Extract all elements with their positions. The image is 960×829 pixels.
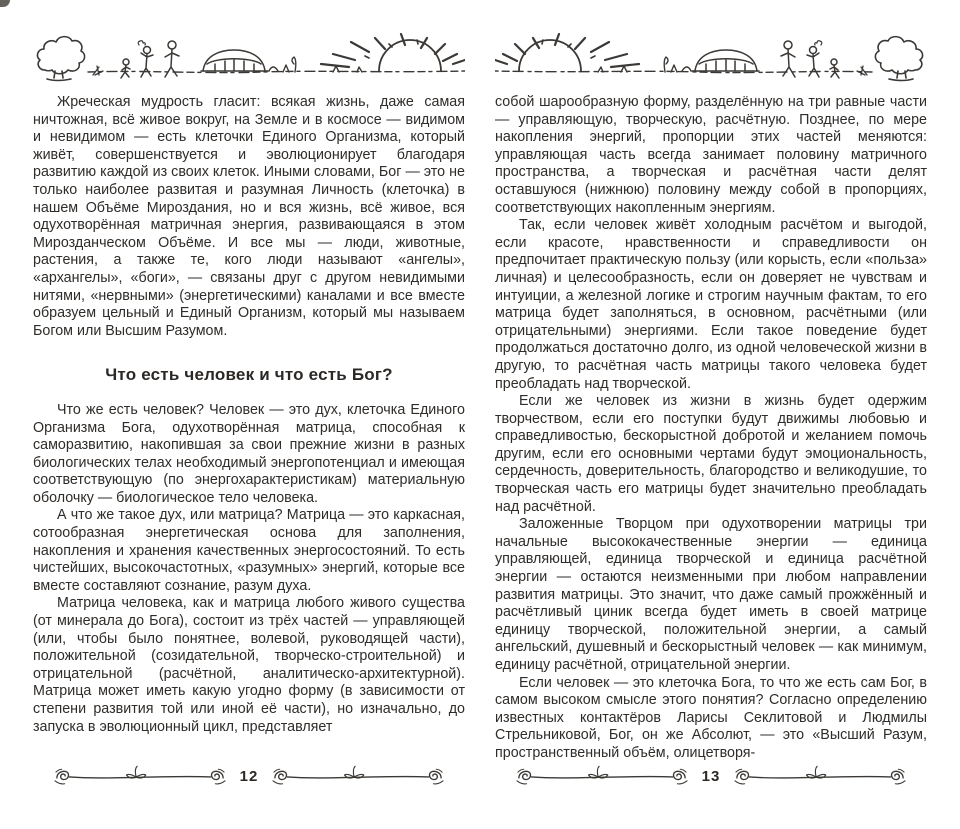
pastoral-header-illustration-right [495,30,927,88]
paragraph-continuation: собой шарообразную форму, разделённую на три равные части — управляющую, творческую, расчётную. Позднее, по мере накопления энергий, пропорции этих частей меняются: управляющая часть всегда занимает половину матричного пространства, а творческая и расчётная части делят оставшуюся (нижнюю) половину между собой в пропорциях, соответствующих накопленным энергиям. [495,94,927,216]
page-left [33,30,465,829]
paragraph: Так, если человек живёт холодным расчётом и выгодой, если красоте, нравственности и справедливости он предпочитает практическую пользу (или корысть, если «польза» личная) и целесообразность, если он доверяет не чувствам и интуиции, а железной логике и строгим научным фактам, то его матрица будет заполняться, в основном, расчётными (или отрицательными) энергиями. Если такое поведение будет продолжаться достаточно долго, из одной человеческой жизни в другую, то расчётная часть матрицы такого человека будет преобладать над творческой. [495,217,927,392]
pastoral-header-illustration-left [33,30,465,88]
page-text-left [33,94,465,736]
footer-ornament-icon [516,765,688,787]
paragraph: Матрица человека, как и матрица любого живого существа (от минерала до Бога), состоит из трёх частей — управляющей (или, чтобы было понятнее, волевой, руководящей части), положительной (созидательной, творческо-строительной) и отрицательной (расчётной, аналитическо-архитектурной). Матрица может иметь какую угодно форму (в зависимости от степени развития той или иной её части), но изначально, до запуска в эволюционный цикл, представляет [33,595,465,735]
section-heading: Что есть человек и что есть Бог? [105,365,393,385]
paragraph: Что же есть человек? Человек — это дух, клеточка Единого Организма Бога, одухотворённая матрица, способная к саморазвитию, накопившая за свои прежние жизни в разных биологических телах необходимый энергопотенциал и имеющая соответствующую (по энергохарактеристикам) материальную оболочку — биологическое тело человека. [33,401,465,506]
paragraph: Заложенные Творцом при одухотворении матрицы три начальные высококачественные энергии — единица управляющей, единица творческой и единица расчётной энергии — остаются неизменными при любом направлении развития матрицы. Это значит, что даже самый прожжённый и расчётливый циник всегда будет иметь в своей матрице единицу творческой, положительной энергии, а самый ангельский, душевный и бескорыстный человек — как минимум, единицу расчётной, отрицательной энергии. [495,516,927,673]
page-number: 13 [701,767,721,785]
footer-ornament-icon [272,765,444,787]
footer-ornament-icon [54,765,226,787]
paragraph-intro: Жреческая мудрость гласит: всякая жизнь, даже самая ничтожная, всё живое вокруг, на Земле и в космосе — видимом и невидимом — есть клеточки Единого Организма, который живёт, совершенствуется и эволюционирует благодаря развитию каждой из своих клеток. Иными словами, Бог — это не только наиболее развитая и разумная Личность (клеточка) в нашем Объёме Мироздания, но и вся жизнь, всё живое, вся одухотворённая матричная энергия, развивающаяся в этом Мирозданческом Объёме. И все мы — люди, животные, растения, а также те, кого люди называют «ангелы», «архангелы», «боги», — связаны друг с другом невидимыми нитями, «нервными» (энергетическими) каналами и все вместе образуем цельный и Единый Организм, который мы называем Богом или Высшим Разумом. [33,94,465,339]
paragraph: Если же человек из жизни в жизнь будет одержим творчеством, если его поступки будут движимы любовью и справедливостью, бескорыстной добротой и желанием помочь другим, если его основными чертами будут эмоциональность, сердечность, доверительность, благородство и великодушие, то творческая часть его матрицы будет значительно преобладать над расчётной. [495,393,927,515]
page-number: 12 [239,767,259,785]
page-text-right [495,94,927,763]
footer-ornament-icon [734,765,906,787]
paragraph: А что же такое дух, или матрица? Матрица — это каркасная, сотообразная энергетическая основа для заполнения, накопления и хранения качественных энергосостояний. То есть чистейших, высокочастотных, «разумных» энергий, которые все вместе составляют сознание, разум духа. [33,507,465,594]
scan-artifact [0,0,10,7]
page-right [495,30,927,829]
page-footer-left [33,765,465,787]
page-footer-right [495,765,927,787]
paragraph: Если человек — это клеточка Бога, то что же есть сам Бог, в самом высоком смысле этого понятия? Согласно определению известных контактёров Ларисы Секлитовой и Людмилы Стрельниковой, Бог, он же Абсолют, — это «Высший Разум, пространственный объём, олицетворя- [495,674,927,761]
